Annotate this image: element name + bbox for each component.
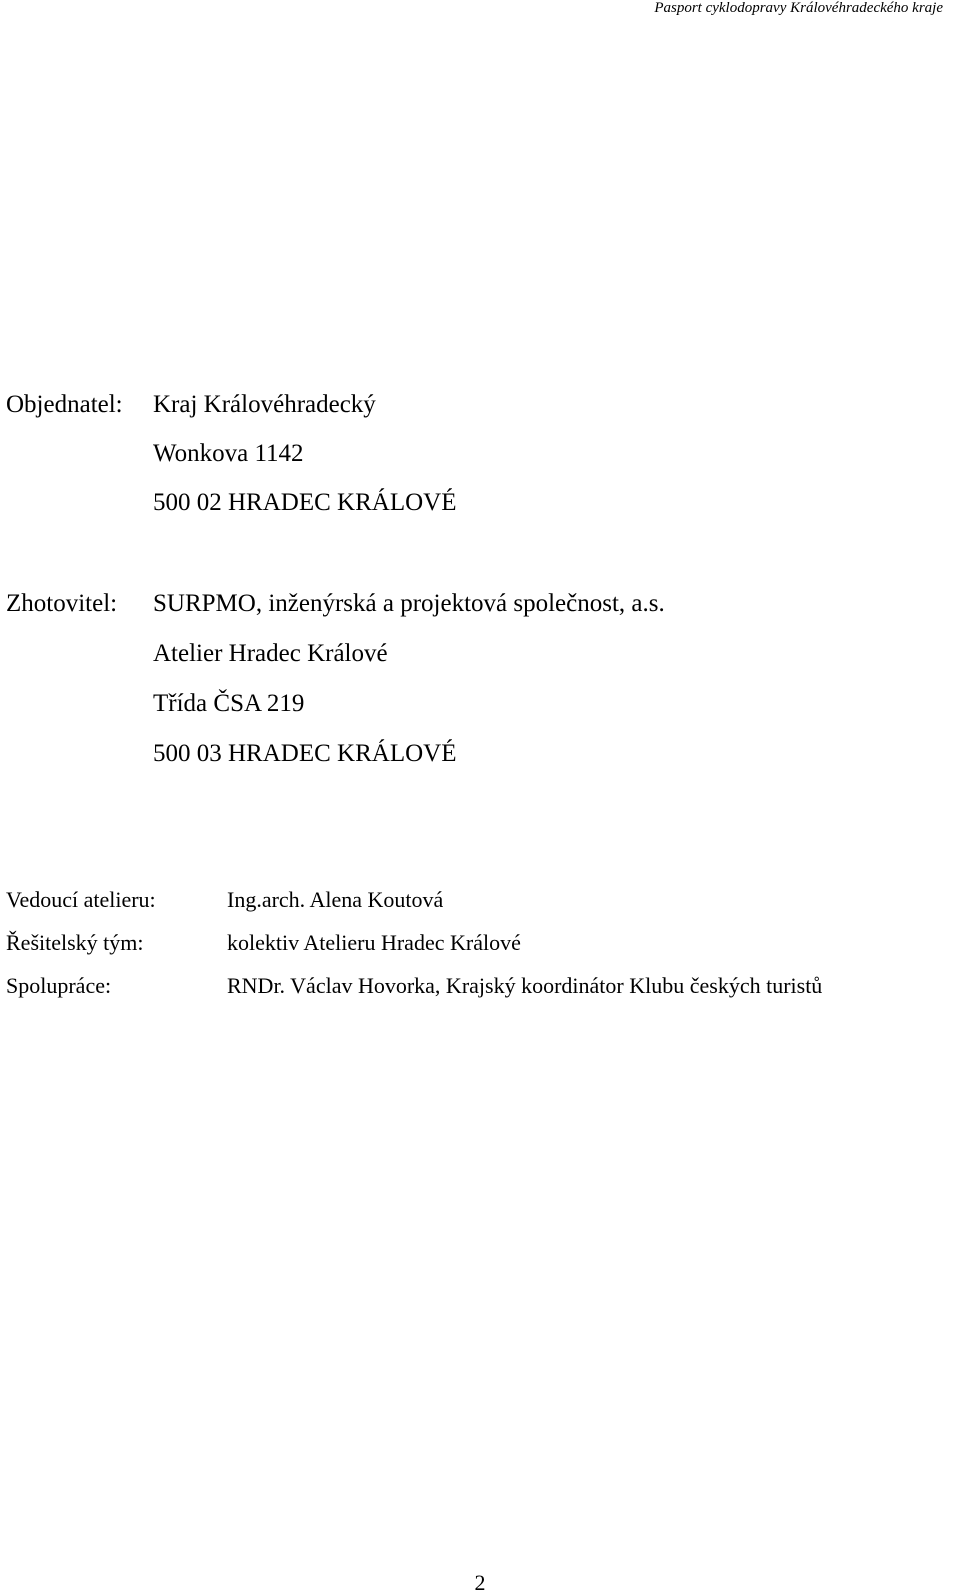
team-value-cooperation: RNDr. Václav Hovorka, Krajský koordinátor Klubu českých turistů: [227, 973, 823, 998]
team-value-solvers: kolektiv Atelieru Hradec Králové: [227, 930, 521, 955]
zhotovitel-line-city: 500 03 HRADEC KRÁLOVÉ: [153, 740, 457, 767]
team-value-lead: Ing.arch. Alena Koutová: [227, 887, 444, 912]
objednatel-line-street: Wonkova 1142: [153, 440, 304, 467]
page-number: 2: [474, 1570, 486, 1595]
running-header: Pasport cyklodopravy Královéhradeckého kraje: [654, 0, 943, 16]
zhotovitel-line-atelier: Atelier Hradec Králové: [153, 640, 388, 667]
team-label-cooperation: Spolupráce:: [6, 973, 112, 998]
zhotovitel-label: Zhotovitel:: [6, 590, 118, 617]
objednatel-line-name: Kraj Královéhradecký: [153, 391, 376, 418]
team-label-lead: Vedoucí atelieru:: [6, 887, 156, 912]
zhotovitel-line-company: SURPMO, inženýrská a projektová společnost, a.s.: [153, 590, 665, 617]
objednatel-label: Objednatel:: [6, 391, 123, 418]
zhotovitel-line-street: Třída ČSA 219: [153, 690, 305, 717]
team-label-solvers: Řešitelský tým:: [6, 930, 144, 955]
objednatel-line-city: 500 02 HRADEC KRÁLOVÉ: [153, 489, 457, 516]
